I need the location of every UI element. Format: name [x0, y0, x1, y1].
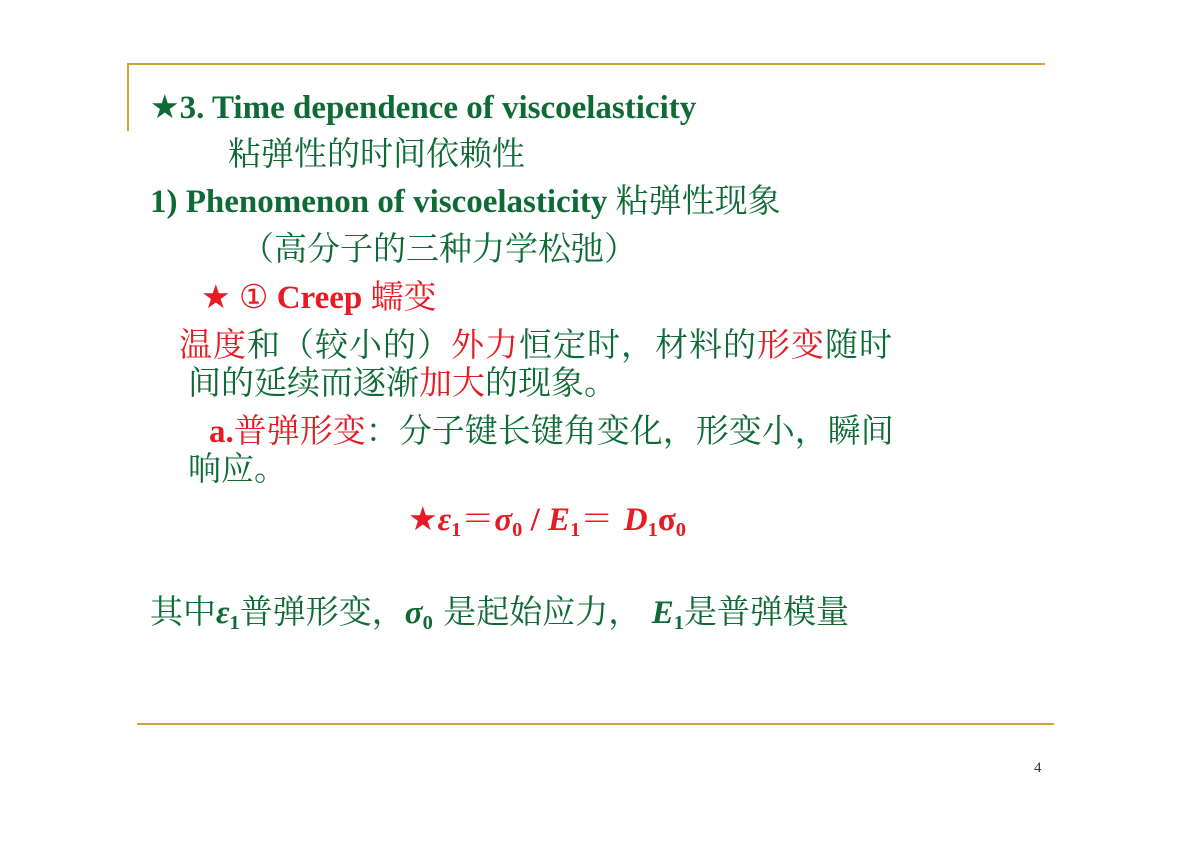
heading-title-text: 3. Time dependence of viscoelasticity [179, 90, 697, 126]
definition-fragment: 和（较小的） [247, 325, 451, 364]
star-icon: ★ [150, 87, 180, 126]
formula [408, 499, 686, 540]
formula-operator: ＝ [580, 499, 624, 538]
item-a-term: 普弹形变 [233, 411, 366, 450]
definition-fragment: 恒定时，材料的 [519, 325, 757, 364]
item-a-line-2: 响应。 [188, 449, 287, 488]
formula-subscript: 1 [647, 519, 658, 542]
top-rule [127, 63, 1045, 65]
star-icon: ★ [408, 499, 438, 538]
explanation-subscript: 0 [422, 612, 433, 635]
explanation-text: 是起始应力， [432, 592, 652, 631]
definition-fragment: 外力 [451, 325, 519, 364]
explanation-text: 普弹形变， [239, 592, 405, 631]
circled-one: ① [238, 277, 269, 316]
subheading-note: （高分子的三种力学松弛） [241, 229, 637, 268]
formula-symbol: ε [437, 502, 452, 538]
formula-subscript: 1 [570, 519, 581, 542]
explanation-symbol: ε [216, 595, 230, 631]
formula-subscript: 0 [512, 519, 523, 542]
left-rule [127, 63, 129, 131]
definition-fragment: 随时 [825, 325, 893, 364]
bottom-rule [137, 723, 1054, 725]
definition-line-2 [188, 363, 617, 403]
star-icon: ★ [201, 277, 231, 316]
item-a-line-1 [209, 411, 894, 452]
subheading [150, 181, 781, 222]
definition-fragment: 的现象。 [485, 363, 617, 402]
creep-label-cn: 蠕变 [370, 277, 437, 316]
formula-operator: / [522, 502, 549, 538]
explanation-subscript: 1 [229, 612, 240, 635]
explanation-symbol: σ [404, 595, 423, 631]
subheading-en: 1) Phenomenon of viscoelasticity [150, 184, 616, 220]
explanation-text: 其中 [150, 592, 216, 631]
formula-operator: ＝ [461, 499, 495, 538]
formula-symbol: σ [657, 502, 676, 538]
formula-symbol: σ [494, 502, 513, 538]
subheading-cn: 粘弹性现象 [615, 181, 781, 220]
explanation-text: 是普弹模量 [684, 592, 849, 631]
explanation [150, 592, 849, 633]
formula-subscript: 1 [451, 519, 462, 542]
item-a-text: ：分子键长键角变化，形变小，瞬间 [365, 411, 894, 450]
definition-fragment: 间的延续而逐渐 [188, 363, 419, 402]
formula-symbol: D [623, 502, 648, 538]
definition-fragment: 形变 [757, 325, 825, 364]
creep-heading [201, 277, 436, 318]
page-number: 4 [1034, 760, 1042, 776]
formula-subscript: 0 [675, 519, 687, 542]
definition-fragment: 温度 [179, 325, 247, 364]
formula-symbol: E [548, 502, 571, 538]
explanation-subscript: 1 [673, 612, 684, 635]
heading-subtitle-cn: 粘弹性的时间依赖性 [228, 134, 525, 173]
explanation-symbol: E [651, 595, 674, 631]
creep-label-en: Creep [276, 280, 363, 316]
heading-title [150, 87, 696, 128]
item-a-prefix: a. [209, 414, 234, 450]
definition-fragment: 加大 [419, 363, 485, 402]
definition-line-1 [179, 325, 893, 365]
